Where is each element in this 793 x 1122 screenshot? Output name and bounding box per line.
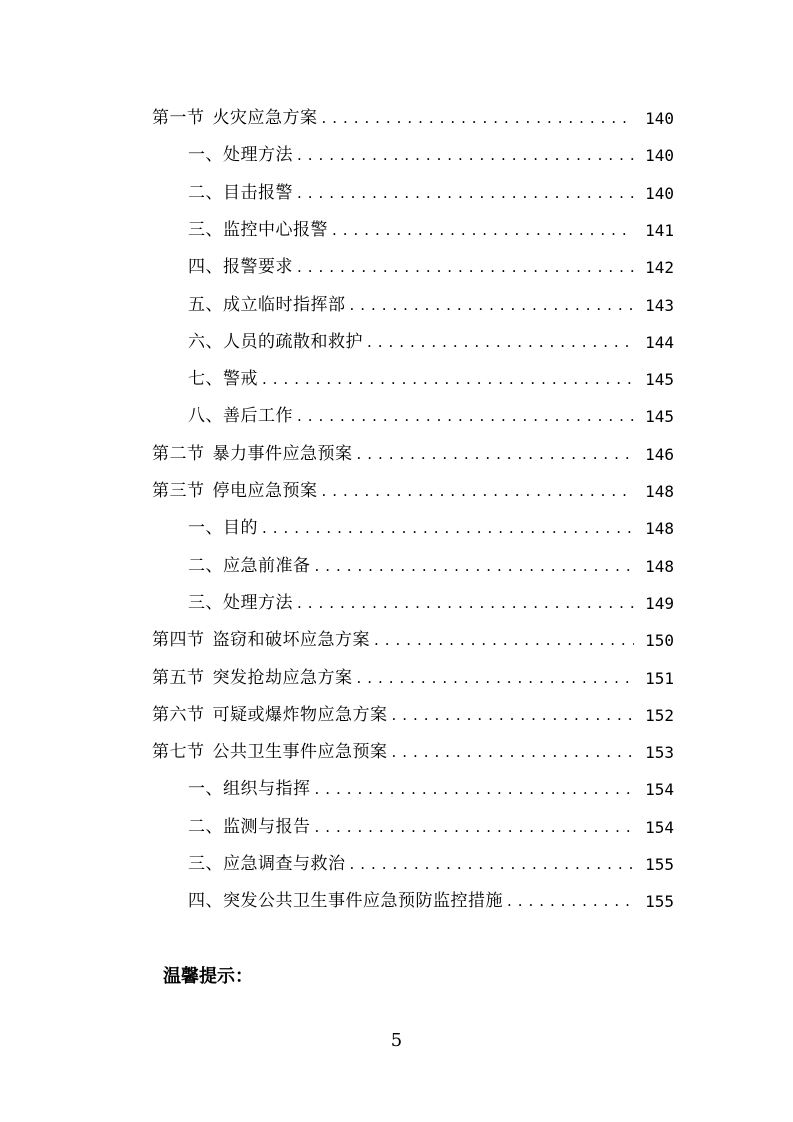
toc-leader-dots [297, 175, 634, 212]
tip-heading: 温馨提示： [163, 966, 253, 987]
toc-entry-label [152, 436, 353, 473]
toc-leader-dots [357, 436, 635, 473]
toc-section-entry[interactable] [152, 622, 674, 659]
toc-leader-dots [350, 287, 635, 324]
toc-entry-title: 应急前准备 [223, 555, 311, 576]
toc-entry-number: 第二节 [152, 443, 205, 464]
toc-entry-number: 第三节 [152, 481, 205, 501]
toc-entry-title: 突发抢劫应急方案 [212, 667, 353, 688]
toc-leader-dots [322, 473, 635, 510]
toc-leader-dots [262, 361, 634, 398]
toc-entry-title: 报警要求 [223, 257, 293, 278]
toc-entry-number: 一、 [188, 518, 223, 539]
toc-entry-title: 突发公共卫生事件应急预防监控措施 [223, 891, 503, 912]
toc-entry-label [188, 846, 346, 883]
toc-subsection-entry[interactable] [188, 175, 674, 212]
toc-section-entry[interactable] [152, 473, 674, 510]
toc-entry-label [188, 585, 293, 622]
toc-section-entry[interactable] [152, 697, 674, 734]
toc-entry-label [152, 697, 388, 734]
toc-leader-dots [262, 510, 634, 547]
toc-entry-number: 三、 [188, 219, 223, 240]
toc-entry-number: 四、 [188, 257, 223, 278]
toc-page-number: 148 [645, 519, 674, 539]
toc-entry-title: 人员的疏散和救护 [223, 331, 363, 352]
toc-page-number: 146 [645, 444, 674, 464]
toc-entry-title: 停电应急预案 [212, 481, 318, 501]
toc-subsection-entry[interactable] [188, 212, 674, 249]
toc-leader-dots [507, 883, 634, 920]
toc-entry-label [152, 100, 318, 137]
toc-subsection-entry[interactable] [188, 809, 674, 846]
toc-leader-dots [350, 846, 635, 883]
toc-leader-dots [322, 100, 635, 137]
toc-entry-label [188, 137, 293, 174]
toc-page-number: 141 [645, 220, 674, 240]
toc-subsection-entry[interactable] [188, 324, 674, 361]
toc-entry-label [152, 660, 353, 697]
toc-entry-label [188, 249, 293, 286]
toc-leader-dots [297, 585, 634, 622]
toc-page-number: 140 [645, 183, 674, 203]
toc-entry-number: 七、 [188, 369, 223, 390]
toc-entry-number: 二、 [188, 182, 223, 203]
toc-page-number: 145 [645, 370, 674, 390]
toc-entry-title: 处理方法 [223, 592, 293, 613]
toc-entry-label [188, 175, 293, 212]
toc-leader-dots [374, 622, 634, 659]
toc-entry-label [188, 548, 311, 585]
toc-entry-title: 成立临时指挥部 [223, 294, 346, 315]
page-number: 5 [390, 1030, 403, 1051]
toc-leader-dots [357, 660, 635, 697]
toc-entry-label [188, 212, 328, 249]
toc-leader-dots [367, 324, 634, 361]
toc-entry-title: 组织与指挥 [223, 779, 311, 800]
toc-leader-dots [315, 548, 635, 585]
toc-page-number: 148 [645, 556, 674, 576]
toc-entry-number: 一、 [188, 779, 223, 800]
toc-leader-dots [297, 249, 634, 286]
toc-entry-title: 监测与报告 [223, 816, 311, 837]
toc-entry-label [188, 361, 258, 398]
toc-page-number: 151 [645, 668, 674, 688]
toc-entry-number: 第四节 [152, 630, 205, 651]
toc-section-entry[interactable] [152, 100, 674, 137]
toc-subsection-entry[interactable] [188, 361, 674, 398]
toc-section-entry[interactable] [152, 660, 674, 697]
toc-entry-number: 五、 [188, 294, 223, 315]
toc-entry-title: 目击报警 [223, 182, 293, 203]
toc-leader-dots [315, 771, 635, 808]
toc-entry-number: 一、 [188, 145, 223, 166]
toc-subsection-entry[interactable] [188, 585, 674, 622]
toc-entry-number: 三、 [188, 854, 223, 874]
toc-subsection-entry[interactable] [188, 771, 674, 808]
toc-page-number: 140 [645, 146, 674, 166]
toc-entry-number: 六、 [188, 331, 223, 352]
toc-page-number: 153 [645, 743, 674, 763]
toc-entry-title: 警戒 [223, 369, 258, 390]
toc-subsection-entry[interactable] [188, 846, 674, 883]
toc-entry-label [152, 622, 370, 659]
toc-entry-title: 暴力事件应急预案 [212, 443, 353, 464]
toc-section-entry[interactable] [152, 734, 674, 771]
toc-entry-label [152, 734, 388, 771]
toc-page-number: 155 [645, 855, 674, 874]
toc-entry-label [152, 473, 318, 510]
toc-entry-title: 火灾应急方案 [212, 108, 318, 128]
toc-entry-label [188, 809, 311, 846]
toc-entry-label [188, 771, 311, 808]
toc-entry-number: 第六节 [152, 704, 205, 725]
toc-page-number: 140 [645, 109, 674, 128]
toc-page-number: 145 [645, 407, 674, 427]
toc-subsection-entry[interactable] [188, 287, 674, 324]
toc-page-number: 143 [645, 295, 674, 315]
toc-entry-number: 二、 [188, 816, 223, 837]
toc-entry-title: 应急调查与救治 [223, 854, 346, 874]
toc-page-number: 150 [645, 631, 674, 651]
toc-entry-label [188, 883, 503, 920]
toc-subsection-entry[interactable] [188, 548, 674, 585]
toc-entry-number: 三、 [188, 592, 223, 613]
toc-leader-dots [315, 809, 635, 846]
toc-leader-dots [297, 137, 634, 174]
toc-entry-title: 公共卫生事件应急预案 [212, 742, 388, 763]
toc-section-entry[interactable] [152, 436, 674, 473]
toc-entry-number: 第五节 [152, 667, 205, 688]
toc-entry-title: 盗窃和破坏应急方案 [212, 630, 370, 651]
toc-entry-title: 监控中心报警 [223, 219, 328, 240]
toc-page-number: 149 [645, 593, 674, 613]
toc-leader-dots [392, 697, 635, 734]
toc-entry-title: 善后工作 [223, 406, 293, 427]
toc-entry-title: 可疑或爆炸物应急方案 [212, 704, 388, 725]
toc-entry-label [188, 510, 258, 547]
toc-entry-number: 第一节 [152, 108, 205, 128]
toc-entry-label [188, 287, 346, 324]
toc-entry-title: 处理方法 [223, 145, 293, 166]
toc-entry-label [188, 324, 363, 361]
toc-entry-number: 第七节 [152, 742, 205, 763]
toc-entry-title: 目的 [223, 518, 258, 539]
toc-subsection-entry[interactable] [188, 510, 674, 547]
toc-entry-number: 四、 [188, 891, 223, 912]
toc-page-number: 155 [645, 892, 674, 912]
toc-page-number: 154 [645, 780, 674, 800]
toc-subsection-entry[interactable] [188, 883, 674, 920]
toc-leader-dots [297, 398, 634, 435]
toc-leader-dots [392, 734, 635, 771]
toc-page-number: 154 [645, 817, 674, 837]
toc-page-number: 148 [645, 482, 674, 501]
toc-entry-number: 二、 [188, 555, 223, 576]
toc-subsection-entry[interactable] [188, 398, 674, 435]
toc-subsection-entry[interactable] [188, 249, 674, 286]
toc-page-number: 152 [645, 705, 674, 725]
toc-entry-label [188, 398, 293, 435]
toc-page-number: 144 [645, 332, 674, 352]
toc-subsection-entry[interactable] [188, 137, 674, 174]
toc-entry-number: 八、 [188, 406, 223, 427]
toc-page-number: 142 [645, 258, 674, 278]
toc-leader-dots [332, 212, 634, 249]
